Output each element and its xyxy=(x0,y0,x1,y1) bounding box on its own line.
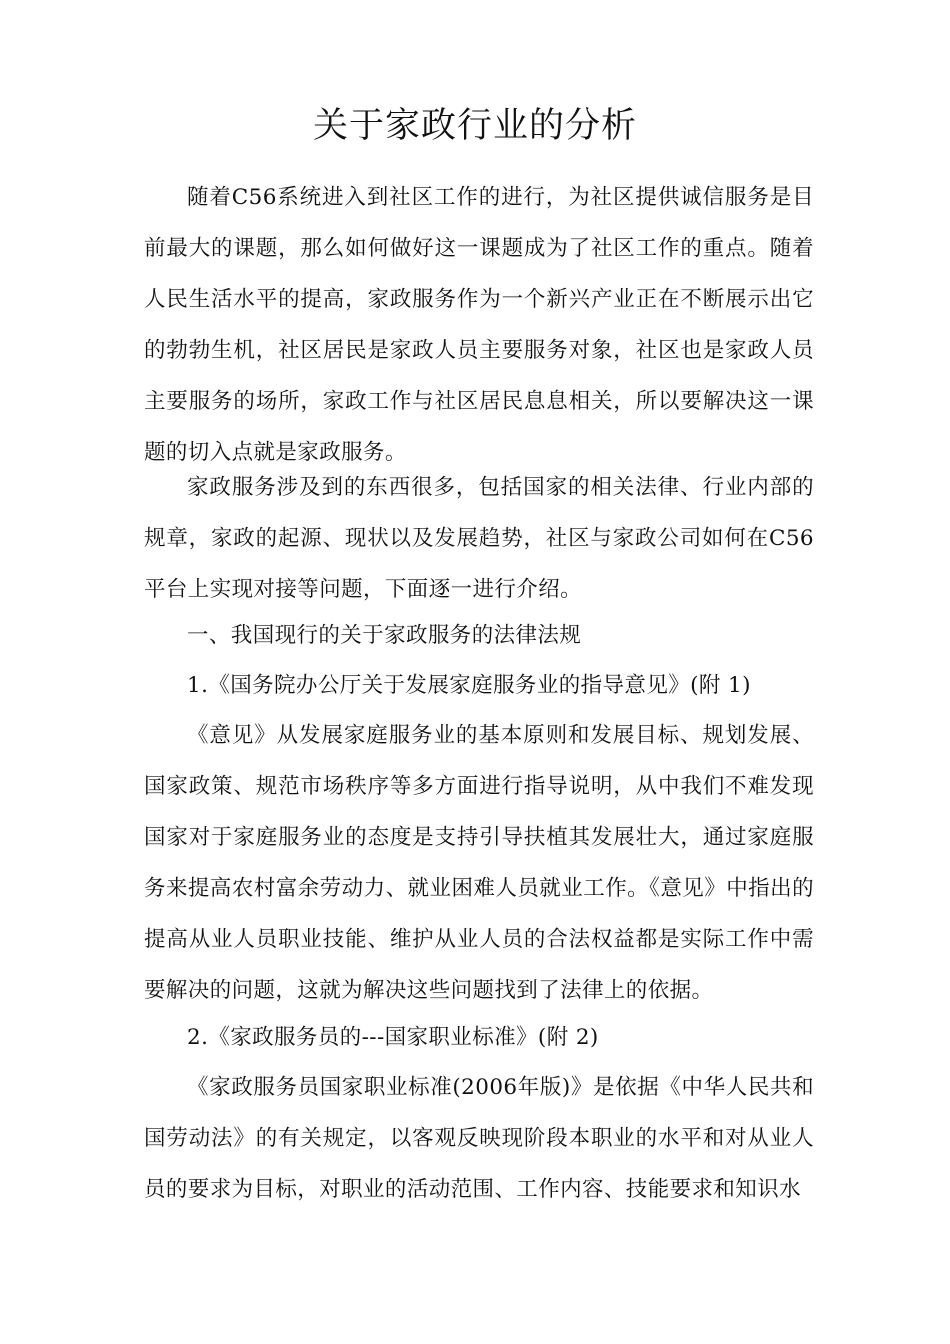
item-heading-1: 1.《国务院办公厅关于发展家庭服务业的指导意见》(附 1) xyxy=(187,673,751,698)
item-heading-2: 2.《家政服务员的---国家职业标准》(附 2) xyxy=(187,1025,599,1050)
paragraph-overview: 家政服务涉及到的东西很多，包括国家的相关法律、行业内部的规章，家政的起源、现状以及发展趋势，社区与家政公司如何在C56平台上实现对接等问题，下面逐一进行介绍。 xyxy=(144,475,814,602)
paragraph-item-2: 《家政服务员国家职业标准(2006年版)》是依据《中华人民共和国劳动法》的有关规定，以客观反映现阶段本职业的水平和对从业人员的要求为目标，对职业的活动范围、工作内容、技能要求和知识水 xyxy=(144,1075,814,1202)
section-heading-1: 一、我国现行的关于家政服务的法律法规 xyxy=(187,623,582,648)
paragraph-intro: 随着C56系统进入到社区工作的进行，为社区提供诚信服务是目前最大的课题，那么如何做好这一课题成为了社区工作的重点。随着人民生活水平的提高，家政服务作为一个新兴产业正在不断展示出它的勃勃生机，社区居民是家政人员主要服务对象，社区也是家政人员主要服务的场所，家政工作与社区居民息息相关，所以要解决这一课题的切入点就是家政服务。 xyxy=(144,185,814,465)
paragraph-item-1: 《意见》从发展家庭服务业的基本原则和发展目标、规划发展、国家政策、规范市场秩序等多方面进行指导说明，从中我们不难发现国家对于家庭服务业的态度是支持引导扶植其发展壮大，通过家庭服务来提高农村富余劳动力、就业困难人员就业工作。《意见》中指出的提高从业人员职业技能、维护从业人员的合法权益都是实际工作中需要解决的问题，这就为解决这些问题找到了法律上的依据。 xyxy=(144,723,814,1003)
document-title: 关于家政行业的分析 xyxy=(312,106,637,146)
